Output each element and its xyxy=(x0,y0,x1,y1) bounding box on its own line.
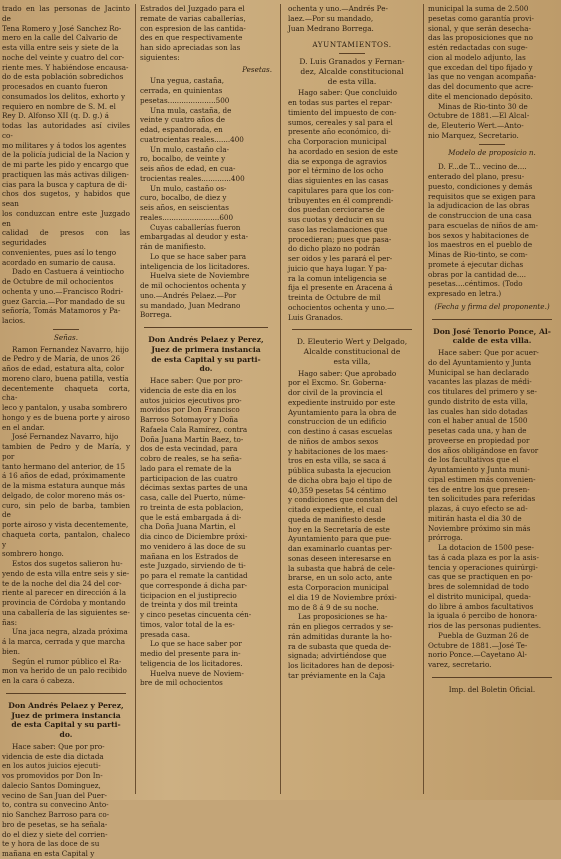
paragraph: Ramon Fernandez Navarro, hijo de Pedro y de María, de unos 26 años de edad, estatura alta, color moreno claro, buena patilla, vestía decentemente chaqueta corta, cha- leco y pantalon, y usaba sombrero hongo y es de buena porte y airoso en el andar. xyxy=(2,344,130,432)
paragraph: Huelva nueve de Noviem- bre de mil ochocientos xyxy=(140,668,244,688)
divider xyxy=(53,329,79,330)
divider xyxy=(339,53,365,54)
paragraph: Minas de Rio-tinto 30 de Octubre de 1881.—El Alcal- de, Eleuterio Wert.—Anto- nio Marquez, Secretario. xyxy=(428,101,530,140)
divider xyxy=(479,144,505,145)
section-label: Modelo de proposicio n. xyxy=(448,147,536,157)
column-divider xyxy=(423,4,424,794)
paragraph: José Fernandez Navarro, hijo tambien de Pedro y de María, y por tanto hermano del anterior, de 15 á 16 años de edad, próximamente de la misma estatura aunque más delgado, de color moreno más os- curo, sin pelo de barba, tambien de porte airoso y vista decentemente, chaqueta corta, pantalon, chaleco y sombrero hongo. xyxy=(2,432,130,559)
paragraph: Según el rumor público el Ra- mon va herido de un palo recibido en la cara ó cabeza. xyxy=(2,656,127,685)
notice-heading: D. Luis Granados y Fernan- dez, Alcalde constitucional de esta villa. xyxy=(299,57,405,86)
paragraph: Las proposiciones se ha- rán en pliegos cerrados y se- rán admitidas durante la ho- ra de subasta que queda de- signada; advirtiéndose que los licitadores han de deposi- tar préviamente en la Caja xyxy=(288,612,395,680)
paragraph: Huelva siete de Noviembre de mil ochocientos ochenta y uno.—Andrés Pelaez.—Por su mandado, Juan Medrano Borrega. xyxy=(140,271,250,320)
paragraph: Dado en Castuera á veintiocho de Octubre de mil ochocientos ochenta y uno.—Francisco Rodri- guez Garcia.—Por mandado de su señoría, Tomás Matamoros y Pa- lacios. xyxy=(2,267,125,325)
list-item: Un mulo, castaño cla- ro, bocalbo, de veinte y seis años de edad, en cua- trocientas reales.............400 xyxy=(140,144,245,183)
paragraph: trado en las personas de Jacinto de Tena Romero y José Sanchez Ro- mero en la calle del Calvario de esta villa entre seis y siete de la noche del veinte y cuatro del cor- riente mes. Y habiéndose encausa- do de esta población sobredichos procesados en cuanto fueron consumados los delitos, exhorto y requiero en nombre de S. M. el Rey D. Alfonso XII (q. D. g.) á todas las autoridades así civiles co- mo militares y á todos los agentes de la policía judicial de la Nacion y de mi parte les pido y encargo que practiquen las más activas diligen- cias para la busca y captura de di- chos dos sugetos, y habidos que sean los conduzcan entre este Juzgado en calidad de presos con las seguridades convenientes, pues así lo tengo acordado en sumario de causa. xyxy=(2,4,130,267)
paragraph: municipal la suma de 2.500 pesetas como garantía provi- sional, y que serán desecha- das las proposiciones que no estén redactadas con suge- cion al modelo adjunto, las que excedan del tipo fijado y las que no vengan acompaña- das del documento que acre- dite el mencionado depósito. xyxy=(428,4,536,101)
signature-label: (Fecha y firma del proponente.) xyxy=(434,301,550,311)
column-3 xyxy=(288,4,416,794)
notice-heading: Don José Tenorio Ponce, Al- calde de esta villa. xyxy=(433,326,551,346)
paragraph: Cuyas caballerías fueron embargadas al deudor y esta- rán de manifiesto. xyxy=(140,222,249,251)
section-label: Señas. xyxy=(53,332,79,342)
column-2 xyxy=(140,4,272,794)
paragraph: Hace saber: Que por acuer- do del Ayuntamiento y Junta Municipal se han declarado vacantes las plazas de médi- cos titulares del primero y se- gundo distrito de esta villa, las cuales han sido dotadas con el haber anual de 1500 pesetas cada una, y han de proveerse en propiedad por dos años obligándose en favor de los facultativos que el Ayuntamiento y Junta muni- cipal estimen más convenien- tes de entre los que presen- ten solicitudes para referidas plazas, á cuyo efecto se ad- mitirán hasta el dia 30 de Noviembre próximo sin más prórroga. xyxy=(428,348,539,543)
column-divider xyxy=(135,4,136,794)
list-item: Una yegua, castaña, cerrada, en quinientas pesetas.....................500 xyxy=(140,76,230,105)
paragraph: Puebla de Guzman 26 de Octubre de 1881.—José Te- norio Ponce.—Cayetano Al- varez, secretario. xyxy=(428,630,529,669)
paragraph: Lo que se hace saber por medio del presente para in- teligencia de los licitadores. xyxy=(140,639,243,668)
paragraph: Estos dos sugetos salieron hu- yendo de esta villa entre seis y sie- te de la noche del dia 24 del cor- riente al parecer en dirección á la provincia de Córdoba y montando una caballería de las siguientes se- ñas: xyxy=(2,559,130,627)
column-1 xyxy=(2,4,130,858)
paragraph: Hace saber: Que por pro- videncia de este dia dictada en los autos juicios ejecuti- vos promovidos por Don In- dalecio Santos Dominguez, vecino de San Juan del Puer- to, contra su convecino Anto- nio Sanchez Barroso para co- bro de pesetas, se ha señala- do el diez y siete del corrien- te y hora de las doce de su mañana en esta Capital y xyxy=(2,741,110,858)
paragraph: Hago saber: Que concluido en todas sus partes el repar- timiento del impuesto de con- sumos, cereales y sal para el presente año económico, di- cha Corporacion municipal ha acordado en sesion de este dia se exponga de agravios por el término de los ocho dias siguientes en las casas capitulares para que los con- tribuyentes en él comprendi- dos puedan cerciorarse de sus cuotas y deducir en su caso las reclamaciones que procedieran; pues que pasa- do dicho plazo no podrán ser oidos y les parará el per- juicio que haya lugar. Y pa- ra la comun inteligencia se fija el presente en Aracena á treinta de Octubre de mil ochocientos ochenta y uno.— Luis Granados. xyxy=(288,88,398,322)
printer-imprint: Imp. del Boletin Oficial. xyxy=(448,684,536,694)
divider xyxy=(432,677,552,678)
paragraph: Estrados del Juzgado para el remate de varias caballerías, con espresion de las cantida- des en que respectivamente han sido apreciadas son las siguientes: xyxy=(140,4,246,62)
divider xyxy=(292,329,412,330)
divider xyxy=(432,319,552,320)
list-item: Una mula, castaña, de veinte y cuatro años de edad, espandorada, en cuatrocientas reales.......400 xyxy=(140,105,244,144)
column-4 xyxy=(428,4,556,794)
list-item: Un mulo, castaño os- curo, bocalbo, de diez y seis años, en seiscientas reales.........................600 xyxy=(140,183,234,222)
paragraph: La dotacion de 1500 pese- tas á cada plaza es por la asis- tencia y operaciones quirúrgi- cas que se practiquen en po- bres de solemnidad de todo el distrito municipal, queda- do libre á ambos facultativos la iguala ó percibo de honora- rios de las personas pudientes. xyxy=(428,543,542,630)
paragraph: D. F...de T... vecino de.... enterado del plano, presu- puesto, condiciones y demás requisitos que se exigen para la adjudicacion de las obras de construccion de una casa para escuelas de niños de am- bos sexos y habitaciones de los maestros en el pueblo de Minas de Rio-tinto, se com- promete á ejecutar dichas obras por la cantidad de.... pesetas....céntimos. (Todo expresado en letra.) xyxy=(428,162,538,298)
section-label: Pesetas. xyxy=(242,64,272,74)
column-divider xyxy=(280,4,281,794)
divider xyxy=(144,327,268,328)
section-title: AYUNTAMIENTOS. xyxy=(312,40,392,50)
divider xyxy=(6,693,126,694)
paragraph: Una jaca negra, alzada próxima á la marca, cerrada y que marcha bien. xyxy=(2,627,128,656)
notice-heading: Don Andrés Pelaez y Perez, Juez de primera instancia de esta Capital y su parti- do. xyxy=(8,700,124,739)
paragraph: ochenta y uno.—Andrés Pe- laez.—Por su mandado, Juan Medrano Borrega. xyxy=(288,4,388,33)
notice-heading: Don Andrés Pelaez y Perez, Juez de primera instancia de esta Capital y su parti- do. xyxy=(148,335,264,374)
paragraph: Hace saber: Que por pro- videncia de este dia en los autos juicios ejecutivos pro- movidos por Don Francisco Barroso Sotomayor y Doña Rafaela Cala Ramírez, contra Doña Juana Martín Baez, to- dos de esta vecindad, para cobro de reales, se ha seña- lado para el remate de la participacion de las cuatro décimas sextas partes de una casa, calle del Puerto, núme- ro treinta de esta poblacion, que le está embargada á di- cha Doña Juana Martin, el dia cinco de Diciembre próxi- mo venidero á las doce de su mañana en los Estrados de este Juzgado, sirviendo de ti- po para el remate la cantidad que corresponde á dicha par- ticipacion en el justiprecio de treinta y dos mil treinta y cinco pesetas cincuenta cén- timos, valor total de la es- presada casa. xyxy=(140,376,252,639)
paragraph: Lo que se hace saber para inteligencia de los licitadores. xyxy=(140,251,250,271)
notice-heading: D. Eleuterio Wert y Delgado, Alcalde constitucional de esta villa, xyxy=(296,337,408,366)
paragraph: Hago saber: Que aprobado por el Excmo. Sr. Goberna- dor civil de la provincia el expediente instruido por este Ayuntamiento para la obra de construccion de un edificio con destino á casas escuelas de niños de ambos sexos y habitaciones de los maes- tros en esta villa, se saca á pública subasta la ejecucion de dicha obra bajo el tipo de 40,359 pesetas 54 céntimo y condiciones que constan del citado expediente, el cual queda de manifiesto desde hoy en la Secretaría de este Ayuntamiento para que pue- dan examinarlo cuantas per- sonas deseen interesarse en la subasta que habrá de cele- brarse, en un solo acto, ante esta Corporacion municipal el dia 19 de Noviembre próxi- mo de 8 á 9 de su noche. xyxy=(288,368,398,612)
